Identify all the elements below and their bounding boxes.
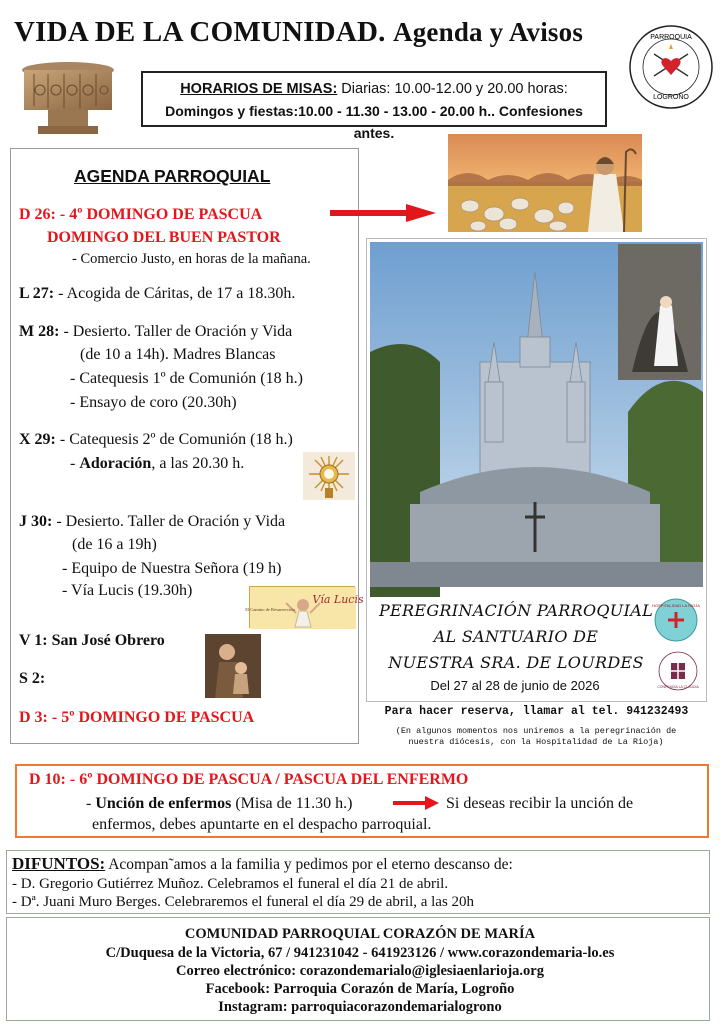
footer-address: C/Duquesa de la Victoria, 67 / 941231042 - 641923126 / www.corazondemaria-lo.es [105, 945, 615, 961]
agenda-x29-item2 [70, 454, 244, 474]
mass-schedule-box [141, 71, 607, 141]
difuntos-intro: Acompan˜amos a la familia y pedimos por el eterno descanso de: [105, 856, 513, 873]
footer-email: Correo electrónico: corazondemarialo@iglesiaenlarioja.org [176, 963, 544, 979]
via-lucis-image [245, 586, 364, 628]
d10-uncion [86, 794, 352, 814]
agenda-l27-day: L 27: [19, 285, 55, 302]
agenda-l27 [19, 284, 295, 304]
red-arrow-icon [330, 204, 436, 222]
agenda-d26-line2: DOMINGO DEL BUEN PASTOR [47, 229, 281, 246]
baptismal-font-image [18, 60, 118, 136]
hospitalidad-badge-logo [654, 598, 698, 642]
agenda-m28-item1b: (de 10 a 14h). Madres Blancas [80, 346, 276, 363]
agenda-d3: D 3: - 5º DOMINGO DE PASCUA [19, 709, 255, 726]
pilgrimage-title-line3: NUESTRA SRA. DE LOURDES [388, 653, 644, 672]
agenda-d26-line1: D 26: - 4º DOMINGO DE PASCUA [19, 206, 263, 223]
agenda-m28-item2: - Catequesis 1º de Comunión (18 h.) [70, 370, 303, 387]
agenda-j30-item1b: (de 16 a 19h) [72, 536, 157, 553]
page-title [14, 16, 634, 49]
d10-uncion-bold: Unción de enfermos [95, 795, 232, 812]
agenda-j30-item3: - Vía Lucis (19.30h) [62, 582, 193, 599]
agenda-l27-item: - Acogida de Cáritas, de 17 a 18.30h. [54, 285, 296, 302]
agenda-x29-day: X 29: [19, 431, 56, 448]
footer-facebook: Facebook: Parroquia Corazón de María, Logroño [205, 981, 515, 997]
difuntos-header [12, 854, 513, 875]
difuntos-label: DIFUNTOS: [12, 854, 106, 873]
agenda-x29-item1: - Catequesis 2º de Comunión (18 h.) [55, 431, 293, 448]
agenda-v1: V 1: San José Obrero [19, 632, 165, 649]
pilgrimage-title-line1: PEREGRINACIÓN PARROQUIAL [378, 601, 653, 620]
monstrance-image [303, 452, 355, 500]
pilgrimage-reservation: Para hacer reserva, llamar al tel. 941232493 [384, 705, 689, 718]
agenda-x29 [19, 430, 293, 450]
d10-right-text: Si deseas recibir la unción de [446, 795, 634, 812]
agenda-x29-item2-dash: - [70, 455, 80, 472]
via-lucis-image-title: Vía Lucis [312, 593, 364, 606]
d10-line2: enfermos, debes apuntarte en el despacho parroquial. [92, 816, 432, 833]
pilgrimage-title-line2: AL SANTUARIO DE [433, 627, 599, 646]
via-lucis-image-sub: El Camino de Resurrección [245, 607, 295, 612]
agenda-j30 [19, 512, 285, 532]
title-sub: Agenda y Avisos [393, 17, 584, 47]
mass-schedule-daily: Diarias: 10.00-12.00 y 20.00 horas: [337, 81, 568, 97]
pilgrimage-title [378, 598, 654, 676]
pilgrimage-note: (En algunos momentos nos uniremos a la peregrinación de nuestra diócesis, con la Hospitalidad de La Rioja) [395, 726, 677, 747]
agenda-j30-item1: - Desierto. Taller de Oración y Vida [52, 513, 286, 530]
mass-schedule-sundays: Domingos y fiestas:10.00 - 11.30 - 13.00 - 20.00 h.. Confesiones antes. [165, 103, 583, 141]
grotto-image [627, 244, 703, 378]
pilgrimage-dates: Del 27 al 28 de junio de 2026 [430, 678, 600, 693]
agenda-m28 [19, 322, 292, 342]
badge1-text: HOSPITALIDAD LA RIOJA [652, 603, 700, 608]
d10-dash: - [86, 795, 96, 812]
agenda-s2: S 2: [19, 670, 46, 687]
agenda-j30-day: J 30: [19, 513, 53, 530]
parish-seal-logo [628, 24, 714, 110]
good-shepherd-image [448, 134, 642, 232]
mass-schedule-label: HORARIOS DE MISAS: [180, 81, 338, 97]
agenda-j30-item2: - Equipo de Nuestra Señora (19 h) [62, 560, 282, 577]
badge2-text: CONFRADÍA LA CLAUDIA [657, 685, 699, 689]
seal-text-bottom: LOGROÑO [653, 94, 689, 101]
difuntos-item1: - D. Gregorio Gutiérrez Muñoz. Celebramos el funeral el día 21 de abril. [12, 876, 449, 892]
seal-text-top: PARROQUIA [650, 34, 692, 41]
agenda-m28-item1: - Desierto. Taller de Oración y Vida [59, 323, 293, 340]
agenda-x29-adoracion: Adoración [79, 455, 152, 472]
difuntos-item2: - Dª. Juani Muro Berges. Celebraremos el funeral el día 29 de abril, a las 20h [12, 894, 475, 910]
agenda-m28-day: M 28: [19, 323, 60, 340]
agenda-m28-item3: - Ensayo de coro (20.30h) [70, 394, 237, 411]
saint-joseph-image [205, 634, 261, 698]
d10-uncion-rest: (Misa de 11.30 h.) [231, 795, 353, 812]
cofradia-badge-logo [658, 650, 698, 692]
agenda-d26-item: - Comercio Justo, en horas de la mañana. [72, 251, 311, 267]
d10-title: D 10: - 6º DOMINGO DE PASCUA / PASCUA DEL ENFERMO [29, 771, 469, 788]
footer-instagram: Instagram: parroquiacorazondemarialogrono [218, 999, 502, 1015]
agenda-x29-item2-rest: , a las 20.30 h. [151, 455, 245, 472]
agenda-title: AGENDA PARROQUIAL [74, 166, 271, 186]
footer-name: COMUNIDAD PARROQUIAL CORAZÓN DE MARÍA [184, 926, 536, 942]
title-main: VIDA DE LA COMUNIDAD. [14, 16, 386, 48]
red-arrow-icon-small [393, 796, 439, 810]
